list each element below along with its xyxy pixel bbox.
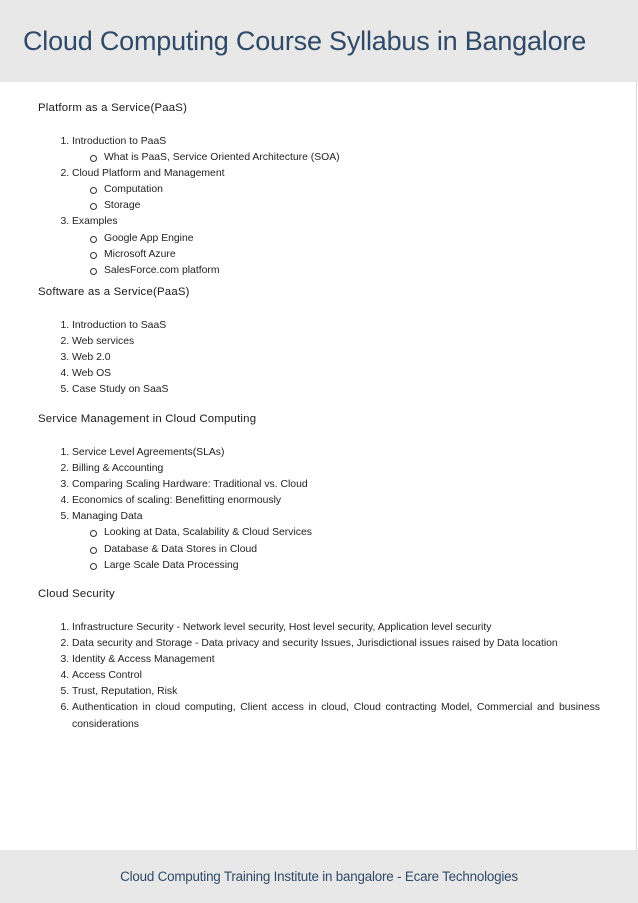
sub-list-item: Database & Data Stores in Cloud <box>104 542 600 558</box>
section-heading: Service Management in Cloud Computing <box>38 413 257 425</box>
section-paas <box>38 99 600 283</box>
section-saas <box>38 283 600 410</box>
list-item-text: Managing Data <box>72 511 143 523</box>
list-item: 4. Access Control <box>72 668 600 684</box>
list-item: 2. Web services <box>72 334 600 350</box>
syllabus-content <box>38 99 600 733</box>
list-item-text: Introduction to PaaS <box>72 136 167 147</box>
subtopic-list <box>72 182 600 214</box>
page-footer <box>0 850 638 903</box>
list-item: 2. Billing & Accounting <box>72 461 600 477</box>
section-cloud-security <box>38 585 600 733</box>
list-item: 1. Infrastructure Security - Network level security, Host level security, Application level security <box>72 620 600 636</box>
topic-list <box>38 318 600 398</box>
topic-list <box>38 620 600 733</box>
sub-list-item: SalesForce.com platform <box>104 263 600 279</box>
subtopic-list <box>72 231 600 279</box>
list-item-text: Cloud Platform and Management <box>72 168 225 180</box>
section-heading: Cloud Security <box>38 588 115 600</box>
page-header <box>0 0 638 82</box>
list-item: 4. Web OS <box>72 366 600 382</box>
list-item <box>72 509 600 573</box>
list-item: 1. Introduction to SaaS <box>72 318 600 334</box>
page-title: Cloud Computing Course Syllabus in Bangalore <box>23 26 587 56</box>
sub-list-item: What is PaaS, Service Oriented Architecture (SOA) <box>104 150 600 166</box>
list-item: 5. Case Study on SaaS <box>72 382 600 398</box>
list-item: 3. Comparing Scaling Hardware: Traditional vs. Cloud <box>72 477 600 493</box>
topic-list <box>38 445 600 574</box>
list-item <box>72 214 600 278</box>
sub-list-item: Storage <box>104 198 600 214</box>
section-heading: Software as a Service(PaaS) <box>38 286 190 298</box>
section-service-management <box>38 410 600 585</box>
page-edge-rule <box>636 82 637 850</box>
sub-list-item: Microsoft Azure <box>104 247 600 263</box>
topic-list <box>38 134 600 279</box>
sub-list-item: Google App Engine <box>104 231 600 247</box>
subtopic-list <box>72 525 600 573</box>
list-item <box>72 134 600 166</box>
footer-text: Cloud Computing Training Institute in bangalore - Ecare Technologies <box>120 869 518 884</box>
list-item: 2. Data security and Storage - Data privacy and security Issues, Jurisdictional issues raised by Data location <box>72 636 600 652</box>
sub-list-item: Computation <box>104 182 600 198</box>
section-heading: Platform as a Service(PaaS) <box>38 102 188 114</box>
list-item: 3. Identity & Access Management <box>72 652 600 668</box>
subtopic-list <box>72 150 600 166</box>
list-item: 4. Economics of scaling: Benefitting enormously <box>72 493 600 509</box>
list-item <box>72 166 600 214</box>
sub-list-item: Large Scale Data Processing <box>104 558 600 574</box>
list-item: 5. Trust, Reputation, Risk <box>72 684 600 700</box>
sub-list-item: Looking at Data, Scalability & Cloud Services <box>104 525 600 541</box>
list-item-text: Examples <box>72 216 118 228</box>
list-item: 6. Authentication in cloud computing, Client access in cloud, Cloud contracting Model, Commercial and business considerations <box>72 700 600 732</box>
list-item: 1. Service Level Agreements(SLAs) <box>72 445 600 461</box>
list-item: 3. Web 2.0 <box>72 350 600 366</box>
